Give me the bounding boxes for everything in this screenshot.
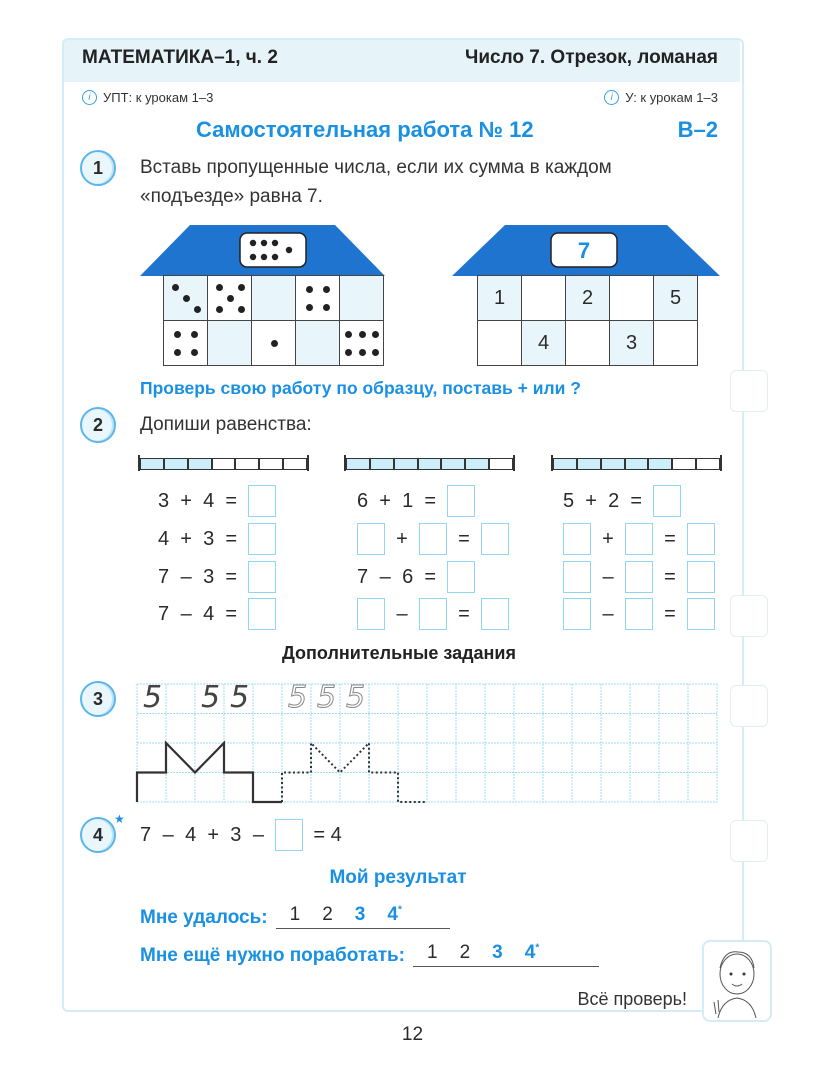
mark-1[interactable]: 1 bbox=[427, 942, 438, 963]
equation-operator: = bbox=[424, 489, 437, 512]
mark-3[interactable]: 3 bbox=[492, 942, 503, 963]
equation-term: 4 bbox=[158, 527, 170, 550]
digit-five-trace: 5 bbox=[317, 680, 337, 715]
equation-operator: = bbox=[664, 565, 676, 588]
digit-five: 5 bbox=[143, 680, 163, 715]
result-done-label: Мне удалось: bbox=[140, 907, 268, 928]
check-all-text: Всё проверь! bbox=[577, 989, 687, 1009]
result-title: Мой результат bbox=[329, 867, 467, 888]
mark-4[interactable] bbox=[525, 942, 539, 964]
equation-operator: + bbox=[180, 489, 192, 512]
cell-number: 5 bbox=[669, 286, 682, 309]
equation-operator: – bbox=[379, 565, 391, 588]
equation-term: 3 bbox=[203, 565, 215, 588]
digit-five-trace: 5 bbox=[288, 680, 308, 715]
roof-number: 7 bbox=[577, 238, 591, 263]
work-title: Самостоятельная работа № 12 bbox=[196, 117, 534, 142]
expr-op: – bbox=[252, 823, 264, 846]
equation-operator: = bbox=[225, 489, 238, 512]
task1-line1: Вставь пропущенные числа, если их сумма в каждом bbox=[140, 157, 612, 178]
equation-operator: – bbox=[396, 602, 408, 625]
equation-operator: + bbox=[180, 527, 192, 550]
equation-operator: + bbox=[585, 489, 597, 512]
equation-operator: – bbox=[180, 565, 192, 588]
equation-operator: – bbox=[180, 602, 192, 625]
result-done-marks[interactable] bbox=[276, 904, 450, 929]
equation-operator: = bbox=[225, 527, 238, 550]
mark-4-value: 4 bbox=[387, 904, 398, 925]
result-todo-marks[interactable] bbox=[413, 942, 599, 967]
task-number-3: 3 bbox=[80, 681, 116, 717]
answer-box[interactable] bbox=[275, 819, 303, 851]
mark-2[interactable]: 2 bbox=[459, 942, 471, 963]
check-instruction: Проверь свою работу по образцу, поставь + или ? bbox=[140, 378, 581, 398]
equation-operator: = bbox=[225, 565, 238, 588]
check-mark-box-4[interactable] bbox=[730, 820, 768, 862]
equation-term: 7 bbox=[357, 565, 369, 588]
equation-term: 3 bbox=[158, 489, 170, 512]
mark-4-star: * bbox=[535, 942, 540, 954]
equation-term: 4 bbox=[203, 489, 215, 512]
expr-op: + bbox=[207, 823, 220, 846]
equation-term: 4 bbox=[203, 602, 215, 625]
extra-tasks-title: Дополнительные задания bbox=[281, 643, 516, 663]
mark-4-value: 4 bbox=[524, 942, 536, 963]
boy-illustration bbox=[702, 940, 772, 1022]
equation-operator: – bbox=[602, 565, 614, 588]
digit-five: 5 bbox=[201, 680, 221, 715]
info-icon: i bbox=[82, 90, 97, 105]
mark-1[interactable]: 1 bbox=[289, 904, 301, 925]
expr-term: 7 bbox=[140, 823, 152, 846]
equation-operator: + bbox=[379, 489, 391, 512]
equation-term: 5 bbox=[563, 489, 575, 512]
equation-operator: = bbox=[458, 602, 470, 625]
equation-term: 6 bbox=[357, 489, 369, 512]
equation-term: 3 bbox=[203, 527, 215, 550]
star-icon: ★ bbox=[114, 812, 125, 826]
boy-icon bbox=[704, 942, 770, 1020]
cell-number: 1 bbox=[493, 286, 506, 309]
expr-result: = 4 bbox=[313, 823, 342, 846]
check-mark-box-3[interactable] bbox=[730, 685, 768, 727]
equation-operator: = bbox=[664, 602, 676, 625]
mark-4[interactable] bbox=[387, 904, 401, 926]
digit-five-trace: 5 bbox=[346, 680, 366, 715]
expr-term: 4 bbox=[185, 823, 197, 846]
task1-line2: «подъезде» равна 7. bbox=[140, 186, 323, 207]
equation-operator: – bbox=[602, 602, 614, 625]
equation-term: 2 bbox=[608, 489, 620, 512]
expr-term: 3 bbox=[230, 823, 242, 846]
info-icon: i bbox=[604, 90, 619, 105]
result-todo-label: Мне ещё нужно поработать: bbox=[140, 945, 406, 966]
equation-term: 6 bbox=[402, 565, 414, 588]
mark-4-star: * bbox=[397, 904, 402, 916]
mark-3[interactable]: 3 bbox=[354, 904, 366, 925]
result-todo-row bbox=[140, 942, 599, 967]
equation-operator: = bbox=[630, 489, 643, 512]
task-number-2: 2 bbox=[80, 407, 116, 443]
task2-text: Допиши равенства: bbox=[140, 414, 312, 435]
variant: В–2 bbox=[677, 117, 718, 142]
equation-term: 7 bbox=[158, 602, 170, 625]
mark-2[interactable]: 2 bbox=[322, 904, 333, 925]
task4-expression bbox=[140, 818, 342, 852]
info-right-text: У: к урокам 1–3 bbox=[625, 90, 718, 105]
book-title: МАТЕМАТИКА–1, ч. 2 bbox=[82, 47, 278, 68]
equation-operator: = bbox=[424, 565, 437, 588]
equation-operator: = bbox=[225, 602, 238, 625]
result-done-row bbox=[140, 904, 450, 929]
expr-op: – bbox=[162, 823, 174, 846]
equation-operator: = bbox=[664, 527, 676, 550]
info-left-text: УПТ: к урокам 1–3 bbox=[103, 90, 214, 105]
task-number-1: 1 bbox=[80, 150, 116, 186]
page-number: 12 bbox=[401, 1024, 424, 1045]
equation-operator: + bbox=[602, 527, 614, 550]
cell-number: 4 bbox=[537, 331, 550, 354]
equation-term: 7 bbox=[158, 565, 170, 588]
lesson-title: Число 7. Отрезок, ломаная bbox=[464, 47, 718, 68]
cell-number: 3 bbox=[625, 331, 638, 354]
equation-operator: + bbox=[396, 527, 408, 550]
task-number-4: 4 bbox=[80, 817, 116, 853]
digit-five: 5 bbox=[230, 680, 250, 715]
equation-operator: = bbox=[458, 527, 470, 550]
cell-number: 2 bbox=[581, 286, 594, 309]
equation-term: 1 bbox=[402, 489, 414, 512]
